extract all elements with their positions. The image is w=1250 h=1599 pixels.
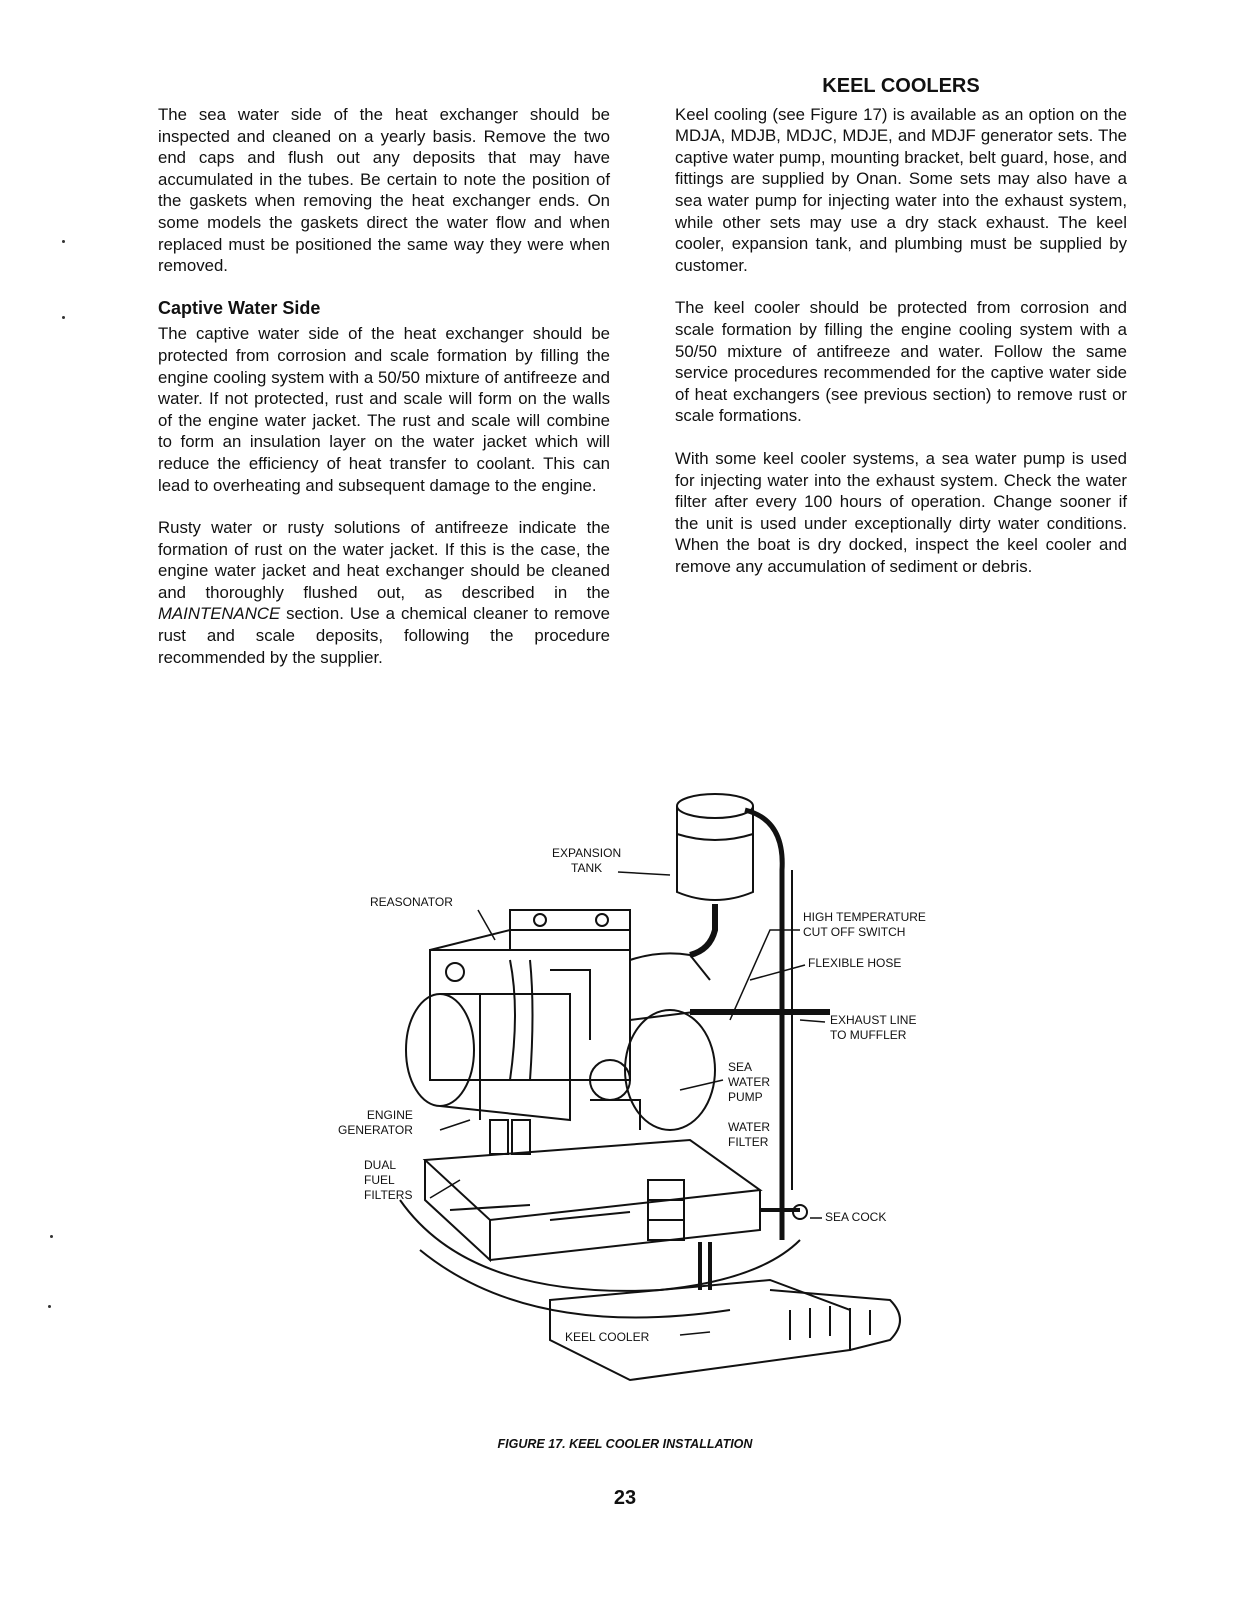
- label-expansion-tank: EXPANSION TANK: [552, 846, 622, 875]
- label-high-temperature-switch: HIGH TEMPERATURE CUT OFF SWITCH: [803, 910, 926, 939]
- label-exhaust-line: EXHAUST LINE TO MUFFLER: [830, 1013, 917, 1042]
- page-number: 23: [613, 1487, 637, 1509]
- figure-caption: FIGURE 17. KEEL COOLER INSTALLATION: [497, 1437, 753, 1451]
- keel-cooling-paragraph: Keel cooling (see Figure 17) is available as an option on the MDJA, MDJB, MDJC, MDJE, and MDJF generator sets. The captive water pump, mounting bracket, belt guard, hose, and fittings are supplied by Onan. Some sets may also have a sea water pump for injecting water into the exhaust system, while other sets may use a dry stack exhaust. The keel cooler, expansion tank, and plumbing must be supplied by customer.: [675, 104, 1127, 275]
- label-sea-water-pump: SEA WATER PUMP: [728, 1060, 770, 1104]
- label-engine-generator: ENGINE GENERATOR: [338, 1108, 413, 1137]
- right-column: [675, 76, 1127, 598]
- label-sea-cock: SEA COCK: [825, 1210, 887, 1224]
- label-flexible-hose: FLEXIBLE HOSE: [808, 956, 902, 970]
- left-column: [158, 104, 610, 689]
- label-water-filter: WATER FILTER: [728, 1120, 770, 1149]
- scan-speck: [48, 1305, 51, 1308]
- captive-water-paragraph: The captive water side of the heat exchanger should be protected from corrosion and scale formation by filling the engine cooling system with a 50/50 mixture of antifreeze and water. If not protected, rust and scale will form on the walls of the engine water jacket. The rust and scale will combine to form an insulation layer on the water jacket which will reduce the efficiency of heat transfer to coolant. This can lead to overheating and subsequent damage to the engine.: [158, 324, 610, 495]
- scan-speck: [62, 240, 65, 243]
- keel-coolers-heading: KEEL COOLERS: [822, 75, 980, 97]
- keel-protection-paragraph: The keel cooler should be protected from corrosion and scale formation by filling the engine cooling system with a 50/50 mixture of antifreeze and water. Follow the same service procedures recommended for the captive water side of heat exchangers (see previous section) to remove rust or scale formations.: [675, 298, 1127, 426]
- maintenance-reference: MAINTENANCE: [158, 604, 281, 624]
- intro-paragraph: The sea water side of the heat exchanger should be inspected and cleaned on a yearly basis. Remove the two end caps and flush out any deposits that may have accumulated in the tubes. Be certain to note the position of the gaskets when removing the heat exchanger ends. On some models the gaskets direct the water flow and when replaced must be positioned the same way they were when removed.: [158, 105, 610, 276]
- captive-water-side-heading: Captive Water Side: [158, 297, 321, 318]
- label-dual-fuel-filters: DUAL FUEL FILTERS: [364, 1158, 413, 1202]
- keel-cooler-figure: [330, 780, 970, 1420]
- rusty-water-text-a: Rusty water or rusty solutions of antifreeze indicate the formation of rust on the water jacket. If this is the case, the engine water jacket and heat exchanger should be cleaned and thoroughly flushed out, as described in the: [158, 518, 610, 602]
- rusty-water-text-b: section. Use a chemical cleaner to remove rust and scale deposits, following the procedure recommended by the supplier.: [158, 604, 610, 667]
- rusty-water-paragraph: [158, 517, 610, 668]
- sea-water-pump-paragraph: With some keel cooler systems, a sea water pump is used for injecting water into the exhaust system. Check the water filter after every 100 hours of operation. Change sooner if the unit is used under exceptionally dirty water conditions. When the boat is dry docked, inspect the keel cooler and remove any accumulation of sediment or debris.: [675, 448, 1127, 576]
- label-reasonator: REASONATOR: [370, 895, 453, 909]
- scan-speck: [50, 1235, 53, 1238]
- keel-cooler-illustration: [330, 780, 970, 1420]
- label-keel-cooler: KEEL COOLER: [565, 1330, 650, 1344]
- scan-speck: [62, 316, 65, 319]
